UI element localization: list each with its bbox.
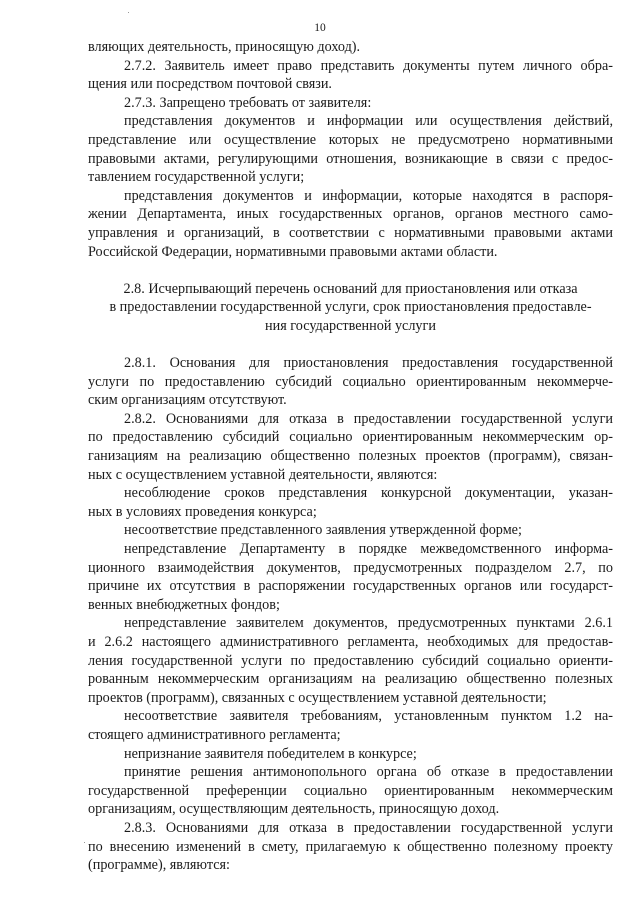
text-line: стоящего административного регламента; bbox=[88, 726, 341, 743]
text-line: 2.8.2. Основаниями для отказа в предоставлении государственной услуги bbox=[124, 410, 613, 427]
text-line: проектов (программ), связанных с осуществлением уставной деятельности; bbox=[88, 689, 547, 706]
text-line: непредставление Департаменту в порядке межведомственного информа- bbox=[124, 541, 613, 558]
section-2-8-text bbox=[88, 354, 613, 875]
text-line: 2.8.1. Основания для приостановления предоставления государственной bbox=[124, 355, 613, 372]
text-line: принятие решения антимонопольного органа об отказе в предоставлении bbox=[124, 764, 613, 781]
text-line: по внесению изменений в смету, прилагаемую к общественно полезному проекту bbox=[88, 838, 613, 855]
text-line: несоответствие заявителя требованиям, установленным пунктом 1.2 на- bbox=[124, 708, 613, 725]
text-line: государственной преференции социально ориентированным некоммерческим bbox=[88, 782, 613, 799]
text-line: непризнание заявителя победителем в конкурсе; bbox=[124, 745, 417, 762]
text-line: венных внебюджетных фондов; bbox=[88, 596, 280, 613]
text-line: несоответствие представленного заявления утвержденной форме; bbox=[124, 522, 522, 539]
scan-speck bbox=[84, 842, 85, 843]
text-line: организациям, осуществляющим деятельность, приносящую доход. bbox=[88, 801, 500, 818]
text-line: правовыми актами, регулирующими отношения, возникающие в связи с предос- bbox=[88, 150, 613, 167]
text-line: ганизациям на реализацию общественно полезных проектов (программ), связан- bbox=[88, 448, 613, 465]
text-line: несоблюдение сроков представления конкурсной документации, указан- bbox=[124, 485, 613, 502]
text-line: ления государственной услуги по предоставлению субсидий социально ориенти- bbox=[88, 652, 613, 669]
heading-line: ния государственной услуги bbox=[265, 317, 436, 334]
section-2-8-heading bbox=[88, 280, 613, 336]
text-line: по предоставлению субсидий социально ориентированным некоммерческим ор- bbox=[88, 429, 613, 446]
text-line: рованным некоммерческим организациям на реализацию общественно полезных bbox=[88, 671, 613, 688]
text-line: и 2.6.2 настоящего административного регламента, необходимых для предостав- bbox=[88, 634, 613, 650]
text-line: 2.7.2. Заявитель имеет право представить документы путем личного обра- bbox=[124, 57, 613, 74]
text-line: ским организациям отсутствуют. bbox=[88, 392, 287, 409]
text-line: щения или посредством почтовой связи. bbox=[88, 76, 332, 93]
heading-line: в предоставлении государственной услуги, срок приостановления предоставле- bbox=[109, 299, 592, 316]
text-line: ных с осуществлением уставной деятельности, являются: bbox=[88, 466, 438, 483]
text-line: непредставление заявителем документов, предусмотренных пунктами 2.6.1 bbox=[124, 615, 613, 632]
text-line: представления документов и информации или осуществления действий, bbox=[124, 113, 613, 130]
text-line: ционного взаимодействия документов, предусмотренных подразделом 2.7, по bbox=[88, 559, 613, 576]
text-line: Российской Федерации, нормативными правовыми актами области. bbox=[88, 243, 498, 260]
text-line: 2.8.3. Основаниями для отказа в предоставлении государственной услуги bbox=[124, 819, 613, 836]
text-line: услуги по предоставлению субсидий социально ориентированным некоммерче- bbox=[88, 373, 613, 390]
text-line: причине их отсутствия в распоряжении государственных органов или государст- bbox=[88, 578, 613, 595]
document-body bbox=[88, 38, 613, 875]
section-2-7-text bbox=[88, 38, 613, 261]
spacer bbox=[88, 261, 613, 280]
text-line: представления документов и информации, которые находятся в распоря- bbox=[124, 187, 613, 204]
scan-speck bbox=[128, 12, 129, 13]
heading-line: 2.8. Исчерпывающий перечень оснований для приостановления или отказа bbox=[123, 280, 578, 297]
text-line: вляющих деятельность, приносящую доход). bbox=[88, 39, 361, 55]
spacer bbox=[88, 336, 613, 355]
text-line: тавлением государственной услуги; bbox=[88, 169, 305, 186]
text-line: (программе), являются: bbox=[88, 857, 230, 874]
text-line: жении Департамента, иных государственных органов, органов местного само- bbox=[88, 206, 613, 223]
text-line: представление или осуществление которых не предусмотрено нормативными bbox=[88, 131, 613, 148]
text-line: управления и организаций, в соответствии с нормативными правовыми актами bbox=[88, 224, 613, 241]
page-number: 10 bbox=[314, 22, 326, 34]
text-line: ных в условиях проведения конкурса; bbox=[88, 503, 317, 520]
text-line: 2.7.3. Запрещено требовать от заявителя: bbox=[124, 94, 372, 111]
